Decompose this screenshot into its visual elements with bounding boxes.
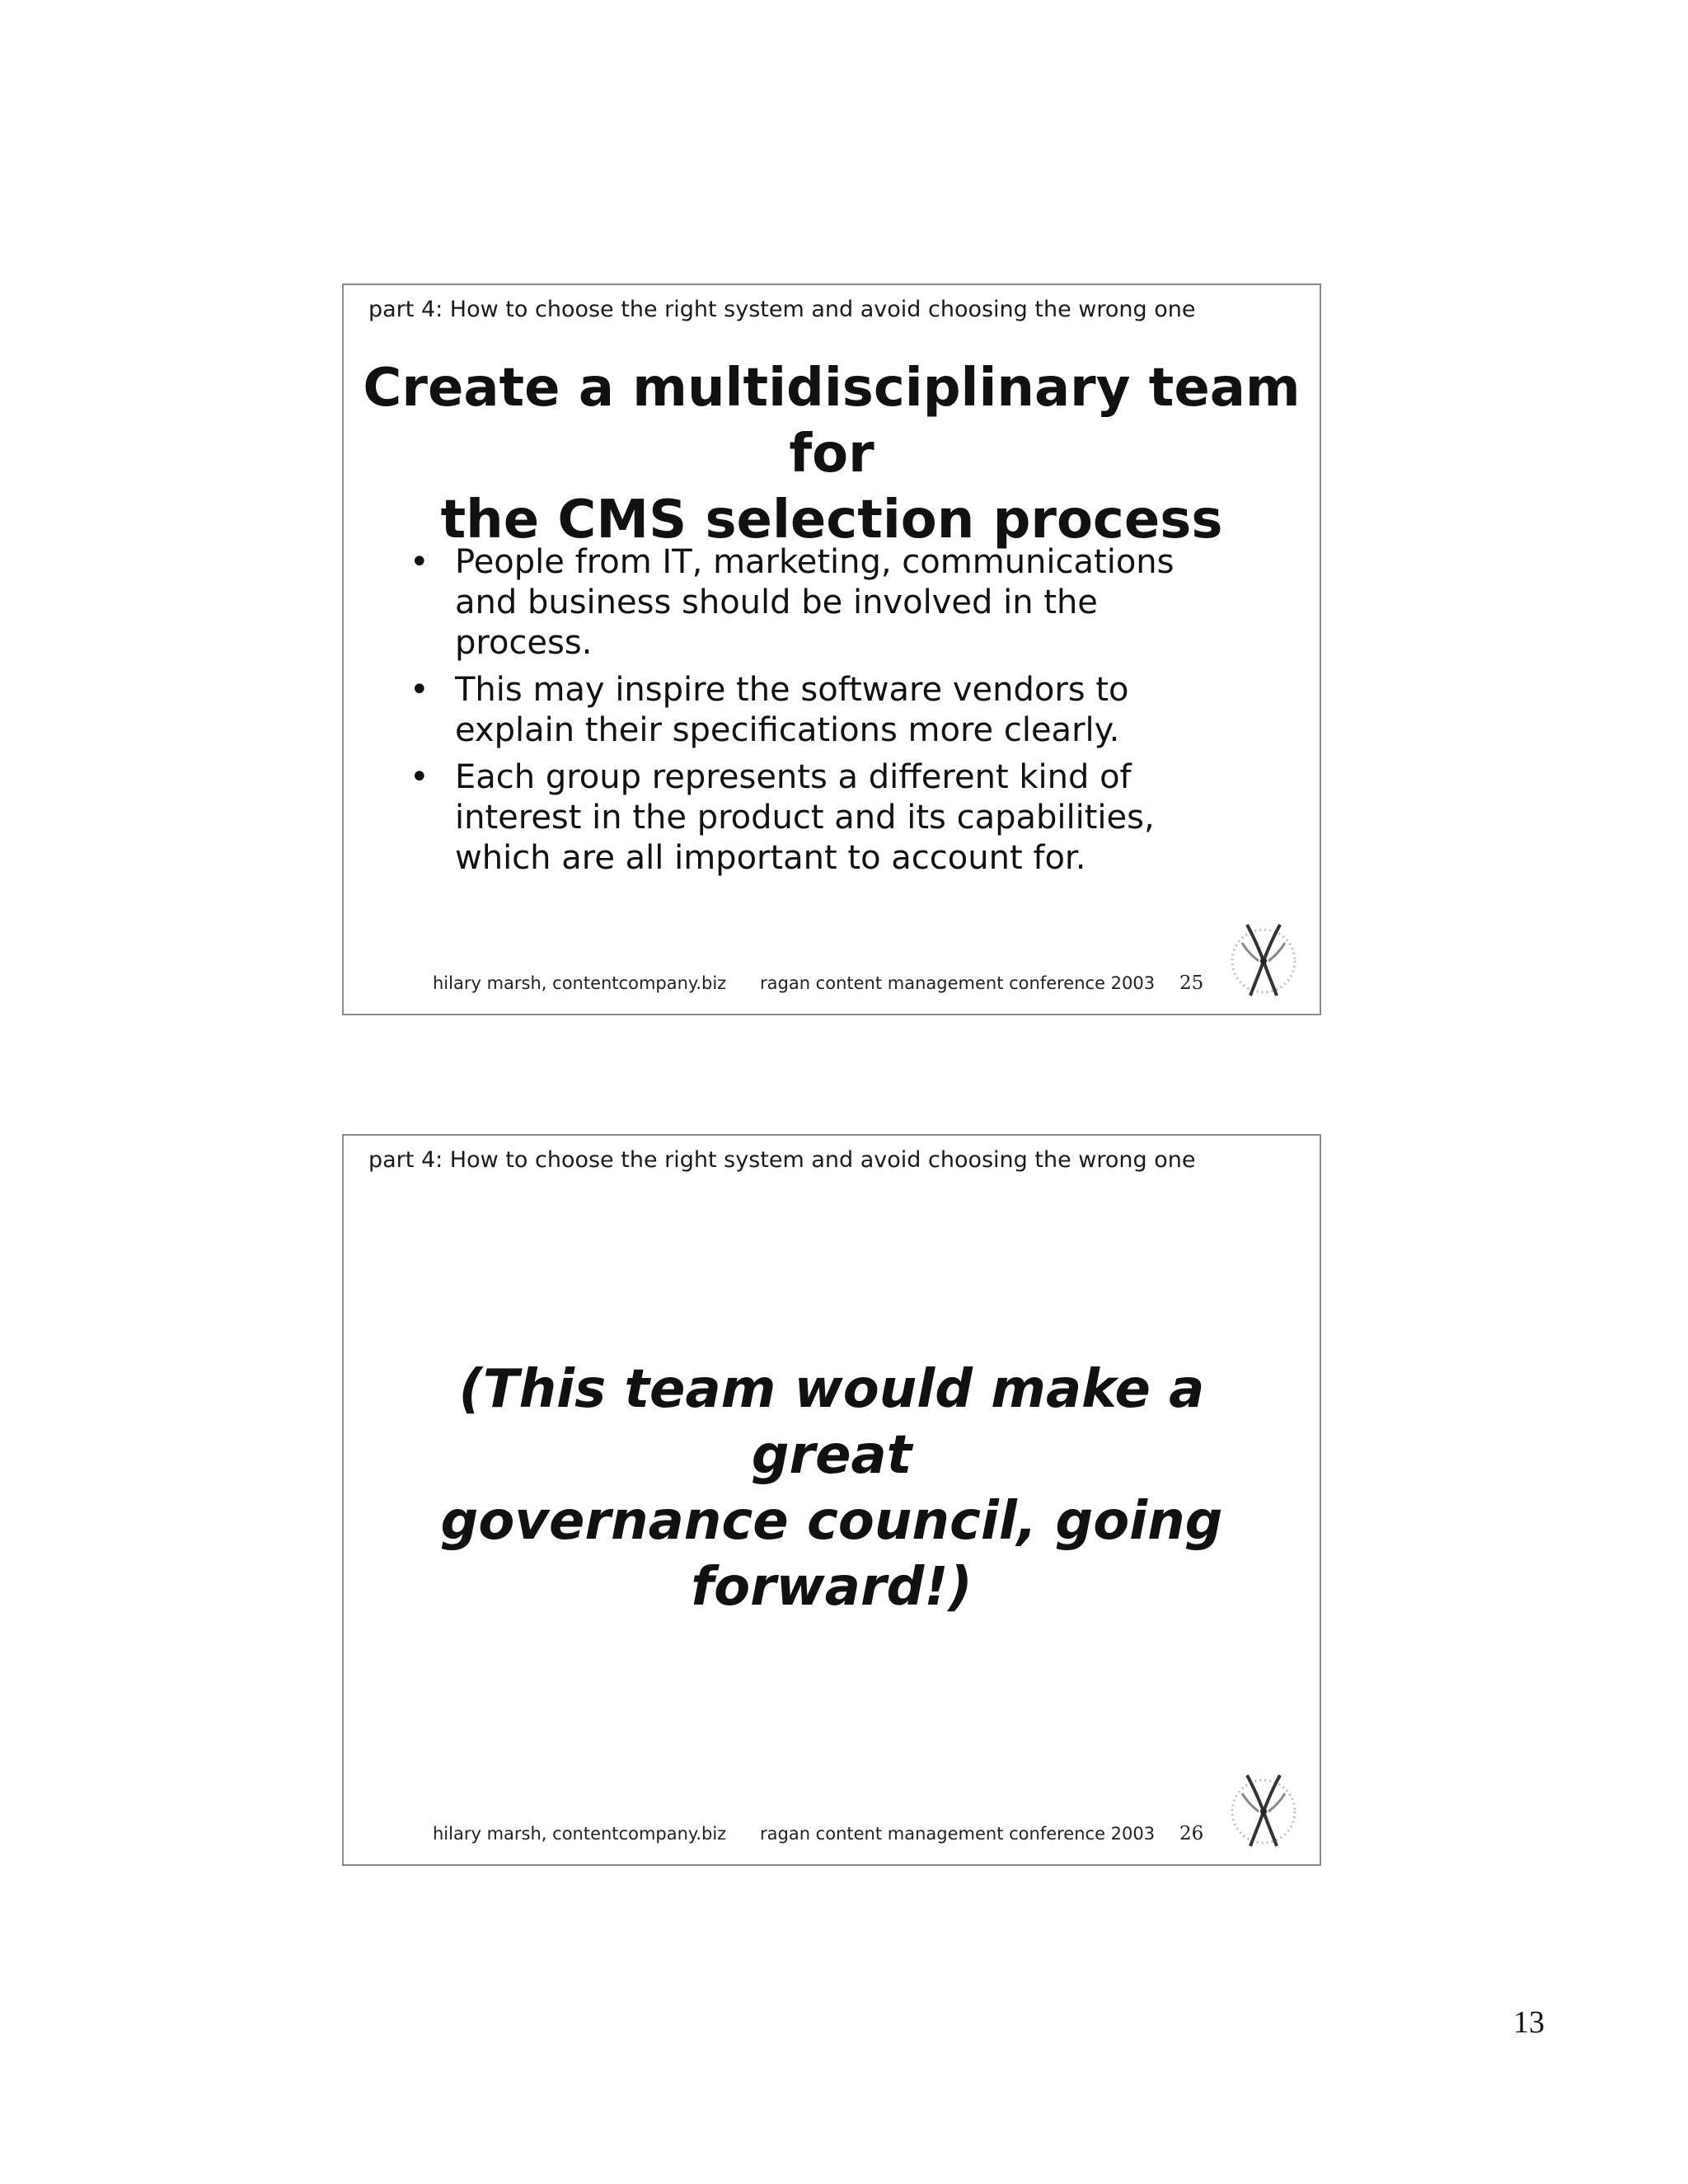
- bullet-item: [410, 542, 1234, 663]
- bullet-line: process.: [455, 624, 593, 662]
- quote-line: forward!): [691, 1557, 973, 1618]
- slide-25: [342, 284, 1321, 1015]
- content-company-logo-icon: [1222, 1769, 1305, 1851]
- bullet-item: [410, 757, 1234, 879]
- bullet-item: [410, 670, 1234, 751]
- bullet-line: explain their specifications more clearly.: [455, 711, 1120, 749]
- section-header: part 4: How to choose the right system and avoid choosing the wrong one: [368, 297, 1196, 322]
- footer-author: hilary marsh, contentcompany.biz: [433, 973, 727, 993]
- footer-author: hilary marsh, contentcompany.biz: [433, 1824, 727, 1844]
- bullet-line: People from IT, marketing, communications: [455, 543, 1175, 581]
- slide-26: [342, 1134, 1321, 1866]
- bullet-line: Each group represents a different kind of: [455, 758, 1132, 796]
- slide-number: 26: [1179, 1823, 1204, 1844]
- bullet-line: This may inspire the software vendors to: [455, 671, 1129, 709]
- slide-number: 25: [1179, 972, 1204, 994]
- slide-quote: [377, 1357, 1287, 1620]
- slide-title-line: the CMS selection process: [440, 490, 1223, 551]
- slide-title: [360, 355, 1303, 553]
- quote-line: governance council, going: [440, 1491, 1223, 1552]
- bullet-point-icon: •: [410, 758, 429, 796]
- bullet-point-icon: •: [410, 543, 429, 581]
- bullet-list: [410, 542, 1234, 885]
- bullet-line: interest in the product and its capabilities,: [455, 799, 1155, 837]
- bullet-line: which are all important to account for.: [455, 839, 1086, 877]
- bullet-line: and business should be involved in the: [455, 583, 1098, 621]
- content-company-logo-icon: [1222, 918, 1305, 1001]
- quote-line: (This team would make a great: [458, 1359, 1205, 1486]
- page-number: 13: [1513, 2005, 1545, 2040]
- bullet-point-icon: •: [410, 671, 429, 709]
- slide-title-line: Create a multidisciplinary team for: [363, 358, 1301, 485]
- footer-event: ragan content management conference 2003: [760, 1824, 1156, 1844]
- footer-event: ragan content management conference 2003: [760, 973, 1156, 993]
- section-header: part 4: How to choose the right system and avoid choosing the wrong one: [368, 1147, 1196, 1173]
